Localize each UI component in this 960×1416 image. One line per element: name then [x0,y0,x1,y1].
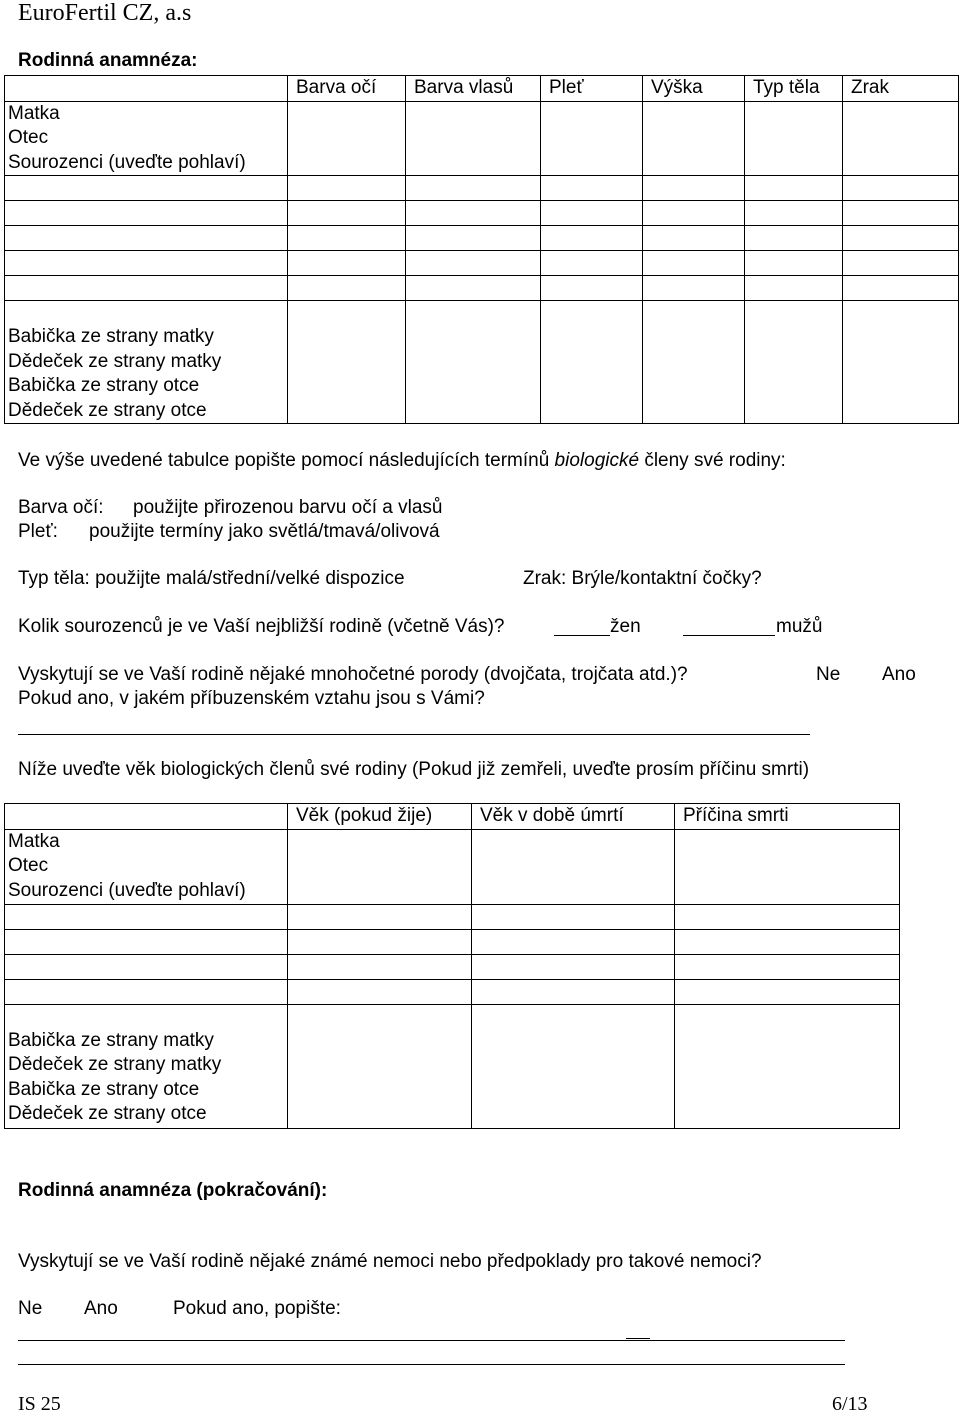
table-cell[interactable] [472,1004,675,1128]
family-ages-table [4,803,900,1129]
table-cell[interactable] [745,276,843,301]
table-cell[interactable] [843,176,959,201]
table-cell[interactable] [288,176,406,201]
table-cell[interactable] [675,954,900,979]
eye-color-instruction: použijte přirozenou barvu očí a vlasů [133,497,443,518]
table-cell[interactable] [643,251,745,276]
table-cell[interactable] [675,829,900,904]
row-label-maternal-grandmother: Babička ze strany matky [8,326,214,347]
table-cell[interactable] [288,201,406,226]
table-cell[interactable] [5,954,288,979]
section-heading-continued: Rodinná anamnéza (pokračování): [18,1180,328,1201]
table-cell[interactable] [745,101,843,176]
table-cell[interactable] [5,226,288,251]
ages-header-row [5,804,900,830]
body-type-instruction: Typ těla: použijte malá/střední/velké dispozice [18,568,405,589]
table-cell[interactable] [541,176,643,201]
table-cell[interactable] [541,276,643,301]
table-cell[interactable] [288,276,406,301]
ages-parents-labels [5,829,288,904]
table-cell[interactable] [541,226,643,251]
row-label-paternal-grandmother: Babička ze strany otce [8,375,200,396]
table-row [5,201,959,226]
row-label-paternal-grandfather: Dědeček ze strany otce [8,399,207,421]
page-number: 6/13 [832,1393,868,1415]
table-cell[interactable] [541,101,643,176]
table-cell[interactable] [843,276,959,301]
table-cell[interactable] [288,251,406,276]
table-cell[interactable] [541,301,643,424]
row-label-father: Otec [8,127,49,148]
table-cell[interactable] [288,904,472,929]
ages-parents-row [5,829,900,904]
table-cell[interactable] [406,276,541,301]
table-cell[interactable] [675,979,900,1004]
company-header: EuroFertil CZ, a.s [18,0,192,26]
ages-grandparents-row [5,1004,900,1128]
table-cell[interactable] [288,226,406,251]
table-cell[interactable] [675,904,900,929]
row-label-siblings: Sourozenci (uveďte pohlaví) [8,879,246,901]
family-traits-table [4,75,959,424]
table-cell[interactable] [5,276,288,301]
table-cell[interactable] [843,101,959,176]
skin-label: Pleť: [18,521,58,542]
table-cell[interactable] [745,226,843,251]
table-cell[interactable] [643,101,745,176]
table-cell[interactable] [5,251,288,276]
instructions-intro [18,450,786,472]
ages-grandparents-labels [5,1004,288,1128]
table-cell[interactable] [843,201,959,226]
diseases-describe-label: Pokud ano, popište: [173,1298,341,1319]
table-cell[interactable] [643,276,745,301]
traits-corner-cell [5,76,288,102]
col-header-skin: Pleť [541,76,643,102]
relation-answer-line[interactable] [18,734,810,735]
men-label: mužů [776,616,823,637]
women-label: žen [610,616,641,637]
table-cell[interactable] [406,226,541,251]
table-cell[interactable] [675,1004,900,1128]
diseases-question: Vyskytují se ve Vaší rodině nějaké známé nemoci nebo předpoklady pro takové nemoci? [18,1251,762,1272]
diseases-answer-line-1[interactable] [18,1340,845,1341]
table-cell[interactable] [472,829,675,904]
col-header-vision: Zrak [843,76,959,102]
table-cell[interactable] [288,954,472,979]
table-row [5,904,900,929]
multiple-births-yes-option[interactable]: Ano [882,664,916,685]
table-cell[interactable] [643,176,745,201]
document-code: IS 25 [18,1393,61,1415]
table-cell[interactable] [288,1004,472,1128]
table-cell[interactable] [472,979,675,1004]
siblings-question: Kolik sourozenců je ve Vaší nejbližší rodině (včetně Vás)? [18,616,505,637]
table-row [5,979,900,1004]
table-cell[interactable] [643,301,745,424]
skin-instruction: použijte termíny jako světlá/tmavá/olivová [89,521,440,542]
table-cell[interactable] [745,251,843,276]
table-cell[interactable] [5,979,288,1004]
traits-grandparents-labels [5,301,288,424]
table-cell[interactable] [541,201,643,226]
section-heading-family-history: Rodinná anamnéza: [18,50,198,71]
table-cell[interactable] [288,979,472,1004]
table-cell[interactable] [472,954,675,979]
table-cell[interactable] [472,904,675,929]
table-cell[interactable] [675,929,900,954]
table-cell[interactable] [406,176,541,201]
table-cell[interactable] [288,301,406,424]
row-label-father: Otec [8,855,49,876]
col-header-eye-color: Barva očí [288,76,406,102]
women-count-blank[interactable] [554,635,610,636]
table-cell[interactable] [541,251,643,276]
traits-parents-row [5,101,959,176]
diseases-no-option[interactable]: Ne [18,1298,43,1319]
multiple-births-question: Vyskytují se ve Vaší rodině nějaké mnohočetné porody (dvojčata, trojčata atd.)? [18,664,688,685]
table-cell[interactable] [745,176,843,201]
table-cell[interactable] [643,201,745,226]
col-header-hair-color: Barva vlasů [406,76,541,102]
row-label-maternal-grandfather: Dědeček ze strany matky [8,350,222,372]
table-row [5,954,900,979]
row-label-paternal-grandmother: Babička ze strany otce [8,1078,200,1100]
col-header-height: Výška [643,76,745,102]
traits-grandparents-row [5,301,959,424]
table-row [5,226,959,251]
table-cell[interactable] [5,904,288,929]
table-cell[interactable] [745,301,843,424]
row-label-mother: Matka [8,102,60,124]
multiple-births-no-option[interactable]: Ne [816,664,841,685]
row-label-siblings: Sourozenci (uveďte pohlaví) [8,151,246,173]
table-cell[interactable] [406,251,541,276]
table-cell[interactable] [643,226,745,251]
men-count-blank[interactable] [683,635,775,636]
table-row [5,276,959,301]
table-row [5,251,959,276]
col-header-cause-of-death: Příčina smrti [675,804,900,830]
vision-instruction: Zrak: Brýle/kontaktní čočky? [523,568,762,589]
col-header-age-at-death: Věk v době úmrtí [472,804,675,830]
table-cell[interactable] [406,201,541,226]
col-header-body-type: Typ těla [745,76,843,102]
row-label-paternal-grandfather: Dědeček ze strany otce [8,1103,207,1124]
table-cell[interactable] [843,226,959,251]
traits-parents-labels [5,101,288,176]
intro-italic-text: biologické [554,450,640,471]
ages-intro: Níže uveďte věk biologických členů své rodiny (Pokud již zemřeli, uveďte prosím příčinu smrti) [18,759,810,780]
table-cell[interactable] [406,101,541,176]
traits-header-row [5,76,959,102]
table-row [5,929,900,954]
table-cell[interactable] [288,829,472,904]
row-label-mother: Matka [8,830,60,852]
row-label-maternal-grandmother: Babička ze strany matky [8,1029,214,1051]
table-cell[interactable] [406,301,541,424]
intro-text: Ve výše uvedené tabulce popište pomocí následujících termínů [18,450,555,471]
table-cell[interactable] [288,101,406,176]
table-cell[interactable] [843,251,959,276]
ages-corner-cell [5,804,288,830]
table-cell[interactable] [472,929,675,954]
table-cell[interactable] [5,201,288,226]
diseases-answer-line-2[interactable] [18,1364,845,1365]
col-header-age-alive: Věk (pokud žije) [288,804,472,830]
table-cell[interactable] [843,301,959,424]
diseases-answer-mark [626,1338,650,1339]
table-cell[interactable] [288,929,472,954]
diseases-yes-option[interactable]: Ano [84,1298,118,1319]
eye-color-label: Barva očí: [18,497,104,518]
table-cell[interactable] [745,201,843,226]
table-cell[interactable] [5,929,288,954]
relation-question: Pokud ano, v jakém příbuzenském vztahu jsou s Vámi? [18,688,485,709]
table-cell[interactable] [5,176,288,201]
intro-text-end: členy své rodiny: [639,450,786,471]
table-row [5,176,959,201]
row-label-maternal-grandfather: Dědeček ze strany matky [8,1054,222,1075]
